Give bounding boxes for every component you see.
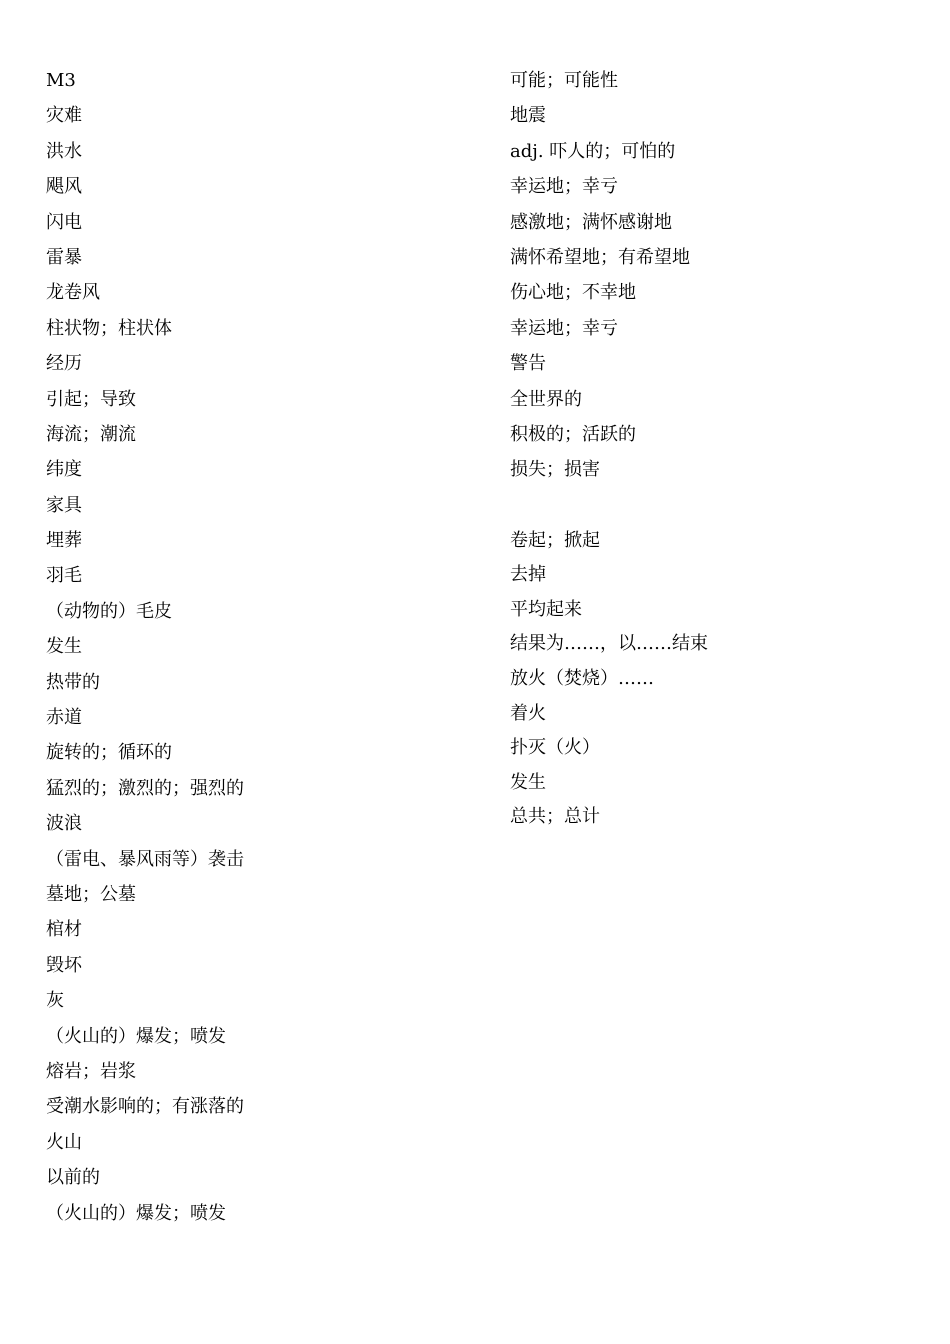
left-entry: 柱状物；柱状体 [46, 317, 172, 339]
right-vocabulary-column [510, 66, 910, 837]
left-entry: 波浪 [46, 813, 82, 835]
left-entry: 羽毛 [46, 565, 82, 587]
right-entry: 满怀希望地；有希望地 [510, 246, 690, 268]
left-entry: （火山的）爆发；喷发 [46, 1202, 226, 1224]
right-entry: 发生 [510, 771, 546, 793]
left-entry: 埋葬 [46, 530, 82, 552]
left-entry: 赤道 [46, 707, 82, 729]
right-entry: 去掉 [510, 564, 546, 586]
left-entry: 龙卷风 [46, 282, 100, 304]
left-entry: （雷电、暴风雨等）袭击 [46, 848, 244, 870]
left-entry: 洪水 [46, 140, 82, 162]
left-entry: 热带的 [46, 671, 100, 693]
right-entry: 总共；总计 [510, 806, 600, 828]
right-entry: 感激地；满怀感谢地 [510, 211, 672, 233]
left-entry: 家具 [46, 494, 82, 516]
right-entry: 卷起；掀起 [510, 529, 600, 551]
left-entry: （动物的）毛皮 [46, 600, 172, 622]
left-entry: 火山 [46, 1131, 82, 1153]
left-entry: 毁坏 [46, 954, 82, 976]
left-entry: 纬度 [46, 459, 82, 481]
right-entry: 积极的；活跃的 [510, 423, 636, 445]
left-vocabulary-column [46, 66, 466, 1234]
left-entry: 灰 [46, 990, 64, 1012]
left-entry: 熔岩；岩浆 [46, 1060, 136, 1082]
left-entry: 飓风 [46, 176, 82, 198]
right-entry: 平均起来 [510, 598, 582, 620]
right-entry: 可能；可能性 [510, 70, 618, 91]
right-entry: 放火（焚烧）…… [510, 668, 654, 690]
right-entry: 幸运地；幸亏 [510, 176, 618, 198]
right-entry: 损失；损害 [510, 459, 600, 481]
left-entry: 旋转的；循环的 [46, 742, 172, 764]
left-entry: 发生 [46, 636, 82, 658]
right-entry: 地震 [510, 105, 546, 127]
left-entry: M3 [46, 70, 76, 91]
right-entry: 扑灭（火） [510, 737, 600, 759]
right-entry: 警告 [510, 353, 546, 375]
left-entry: 闪电 [46, 211, 82, 233]
blank-line [510, 491, 910, 526]
right-entry: 伤心地；不幸地 [510, 282, 636, 304]
right-entry: 着火 [510, 702, 546, 724]
right-entry: 全世界的 [510, 388, 582, 410]
left-entry: 棺材 [46, 919, 82, 941]
left-entry: 引起；导致 [46, 388, 136, 410]
left-entry: 经历 [46, 353, 82, 375]
left-entry: （火山的）爆发；喷发 [46, 1025, 226, 1047]
right-entry: adj. 吓人的；可怕的 [510, 140, 676, 162]
left-entry: 墓地；公墓 [46, 883, 136, 905]
right-entry: 幸运地；幸亏 [510, 317, 618, 339]
right-entry: 结果为……，以……结束 [510, 633, 708, 655]
left-entry: 猛烈的；激烈的；强烈的 [46, 777, 244, 799]
left-entry: 灾难 [46, 105, 82, 127]
left-entry: 受潮水影响的；有涨落的 [46, 1096, 244, 1118]
left-entry: 雷暴 [46, 246, 82, 268]
left-entry: 海流；潮流 [46, 423, 136, 445]
left-entry: 以前的 [46, 1167, 100, 1189]
